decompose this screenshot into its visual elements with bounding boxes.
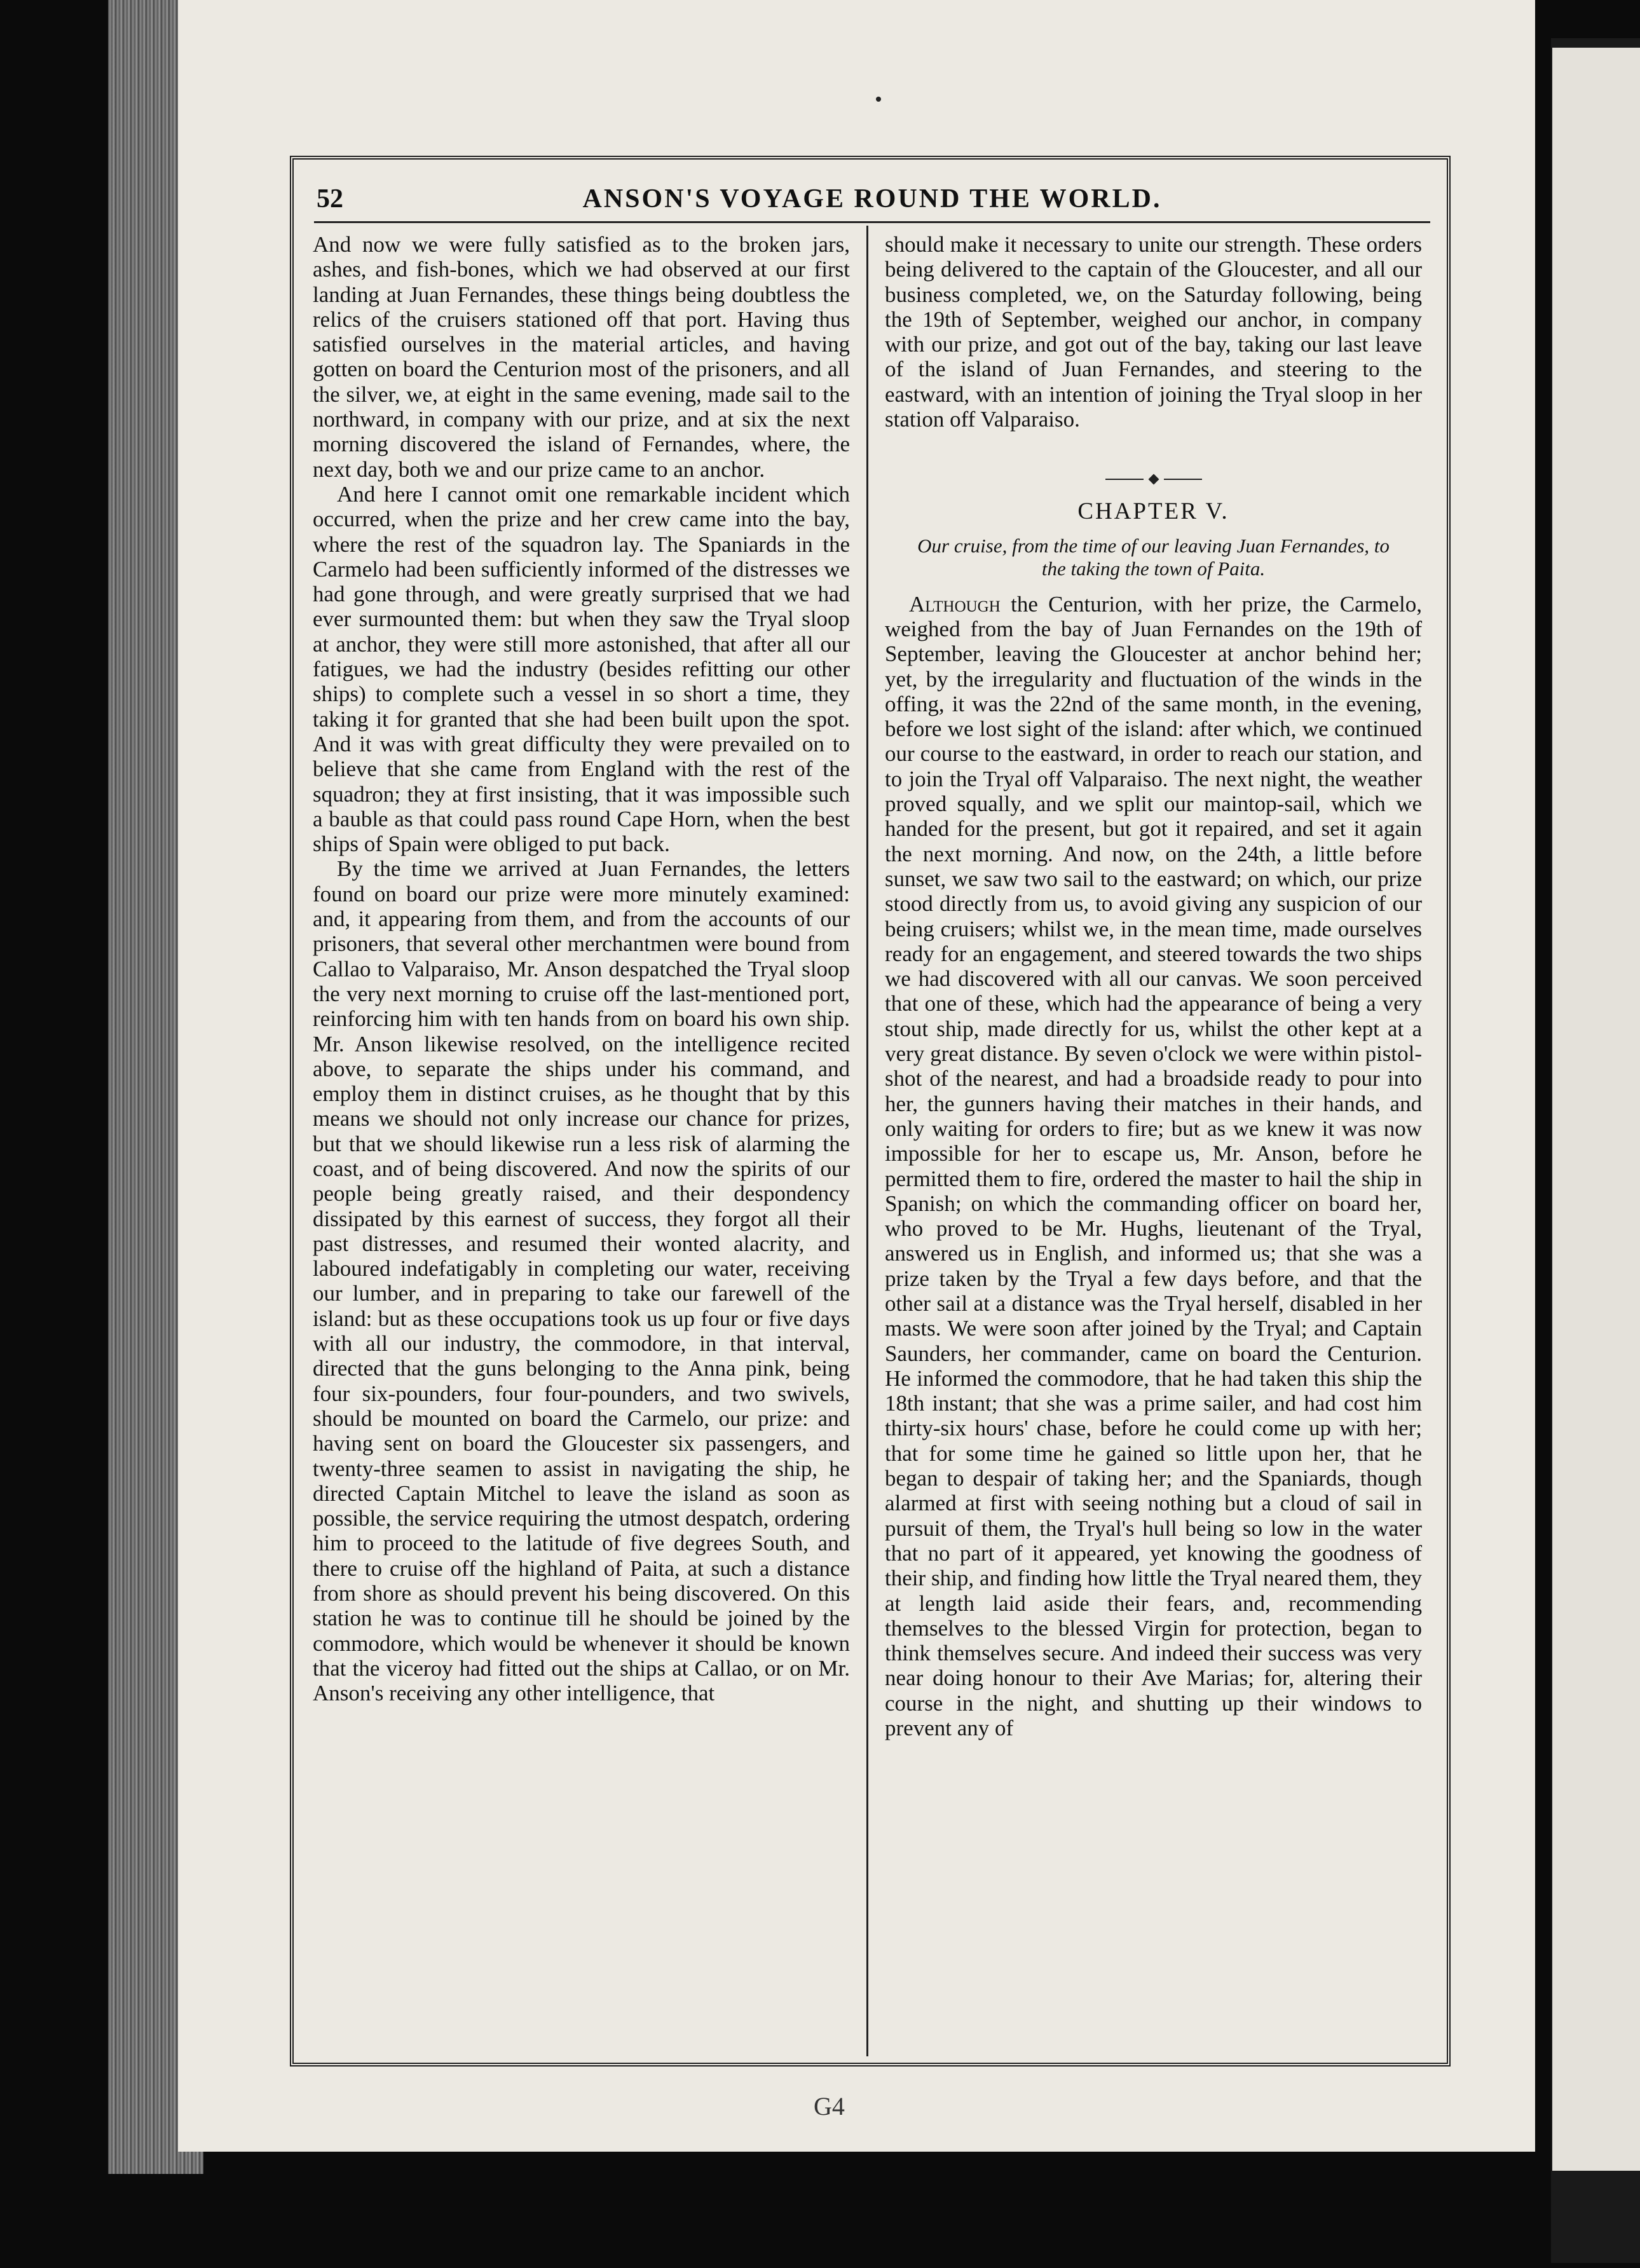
chapter-heading: CHAPTER V. [1077,498,1229,525]
page-header [314,180,1430,218]
paragraph: And now we were fully satisfied as to the broken jars, ashes, and fish-bones, which we had observed at our first landing at Juan Fernandes, these things being doubtless the relics of the cruisers stationed off that port. Having thus satisfied ourselves in the material articles, and having gotten on board the Centurion most of the prisoners, and all the silver, we, at eight in the same evening, made sail to the northward, in company with our prize, and at six the next morning discovered the island of Fernandes, where, the next day, both we and our prize came to an anchor. [313,232,850,482]
header-rule [314,221,1430,223]
running-title: ANSON'S VOYAGE ROUND THE WORLD. [582,184,1162,214]
page-number: 52 [317,184,343,214]
paragraph-continuation: should make it necessary to unite our strength. These orders being delivered to the captain of the Gloucester, and all our business completed, we, on the Saturday following, being the 19th of September, weighed our anchor, in company with our prize, and got out of the bay, taking our last leave of the island of Juan Fernandes, and steering to the eastward, with an intention of joining the Tryal sloop in her station off Valparaiso. [885,232,1422,432]
paragraph-body: the Centurion, with her prize, the Carmelo, weighed from the bay of Juan Fernandes on the 19th of September, leaving the Gloucester at anchor behind her; yet, by the irregularity and fluctuation of the winds in the offing, it was the 22nd of the same month, in the evening, before we lost sight of the island: after which, we continued our course to the eastward, in order to reach our station, and to join the Tryal off Valparaiso. The next night, the weather proved squally, and we split our maintop-sail, which we handed for the present, but got it repaired, and set it again the next morning. And now, on the 24th, a little before sunset, we saw two sail to the eastward; on which, our prize stood directly from us, to avoid giving any suspicion of our being cruisers; whilst we, in the mean time, made ourselves ready for an engagement, and steered towards the two ships we had discovered with all our canvas. We soon perceived that one of these, which had the appearance of being a very stout ship, made directly for us, whilst the other kept at a very great distance. By seven o'clock we were within pistol-shot of the nearest, and had a broadside ready to pour into her, the gunners having their matches in their hands, and only waiting for orders to fire; but as we knew it was now impossible for her to escape us, Mr. Anson, before he permitted them to fire, ordered the master to hail the ship in Spanish; on which the commanding officer on board her, who proved to be Mr. Hughs, lieutenant of the Tryal, answered us in English, and informed us; that she was a prize taken by the Tryal a few days before, and that the other sail at a distance was the Tryal herself, disabled in her masts. We were soon after joined by the Tryal; and Captain Saunders, her commander, came on board the Centurion. He informed the commodore, that he had taken this ship the 18th instant; that she was a prime sailer, and had cost him thirty-six hours' chase, before he could come up with her; that for some time he gained so little upon her, that he began to despair of taking her; and the Spaniards, though alarmed at first with seeing nothing but a cloud of sail in pursuit of them, the Tryal's hull being so low in the water that no part of it appeared, yet knowing the goodness of their ship, and finding how little the Tryal neared them, they at length laid aside their fears, and, recommending themselves to the blessed Virgin for protection, began to think themselves secure. And indeed their success was very near doing honour to their Ave Marias; for, altering their course in the night, and shutting up their windows to prevent any of [885,591,1422,1741]
chapter-summary: Our cruise, from the time of our leaving Juan Fernandes, to the taking the town of Paita. [917,534,1390,580]
opening-word: Although [909,591,1001,617]
paragraph: By the time we arrived at Juan Fernandes, the letters found on board our prize were more minutely examined: and, it appearing from them, and from the accounts of our prisoners, that several other merchantmen were bound from Callao to Valparaiso, Mr. Anson despatched the Tryal sloop the very next morning to cruise off the last-mentioned port, reinforcing him with ten hands from on board his own ship. Mr. Anson likewise resolved, on the intelligence recited above, to separate the ships under his command, and employ them in distinct cruises, as he thought that by this means we should not only increase our chance for prizes, but that we should likewise run a less risk of alarming the coast, and of being discovered. And now the spirits of our people being greatly raised, and their despondency dissipated by this earnest of success, they forgot all their past distresses, and resumed their wonted alacrity, and laboured indefatigably in completing our water, receiving our lumber, and in preparing to take our farewell of the island: but as these occupations took us up four or five days with all our industry, the commodore, in that interval, directed that the guns belonging to the Anna pink, being four six-pounders, four four-pounders, and two swivels, should be mounted on board the Carmelo, our prize: and having sent on board the Gloucester six passengers, and twenty-three seamen to assist in navigating the ship, he directed Captain Mitchel to leave the island as soon as possible, the service requiring the utmost despatch, ordering him to proceed to the latitude of five degrees South, and there to cruise off the highland of Paita, at such a distance from shore as should prevent his being discovered. On this station he was to continue till he should be joined by the commodore, which would be whenever it should be known that the viceroy had fitted out the ships at Callao, or on Mr. Anson's receiving any other intelligence, that [313,856,850,1706]
paragraph: And here I cannot omit one remarkable incident which occurred, when the prize and her crew came into the bay, where the rest of the squadron lay. The Spaniards in the Carmelo had been sufficiently informed of the distresses we had gone through, and were greatly surprised that we had ever surmounted them: but when they saw the Tryal sloop at anchor, they were still more astonished, that after all our fatigues, we had the industry (besides refitting our other ships) to complete such a vessel in so short a time, they taking it for granted that she had been built upon the spot. And it was with great difficulty they were prevailed on to believe that she came from England with the rest of the squadron; they at first insisting, that it was impossible such a bauble as that could pass round Cape Horn, when the best ships of Spain were obliged to put back. [313,481,850,857]
signature-mark: G4 [814,2092,845,2121]
facing-page-edge [1552,48,1640,2171]
chapter-opening-paragraph [885,592,1422,1741]
column-divider-rule [866,226,868,2056]
left-column [313,232,850,1706]
ink-speck [876,97,881,102]
right-column [885,232,1422,1740]
section-ornament [885,465,1422,477]
